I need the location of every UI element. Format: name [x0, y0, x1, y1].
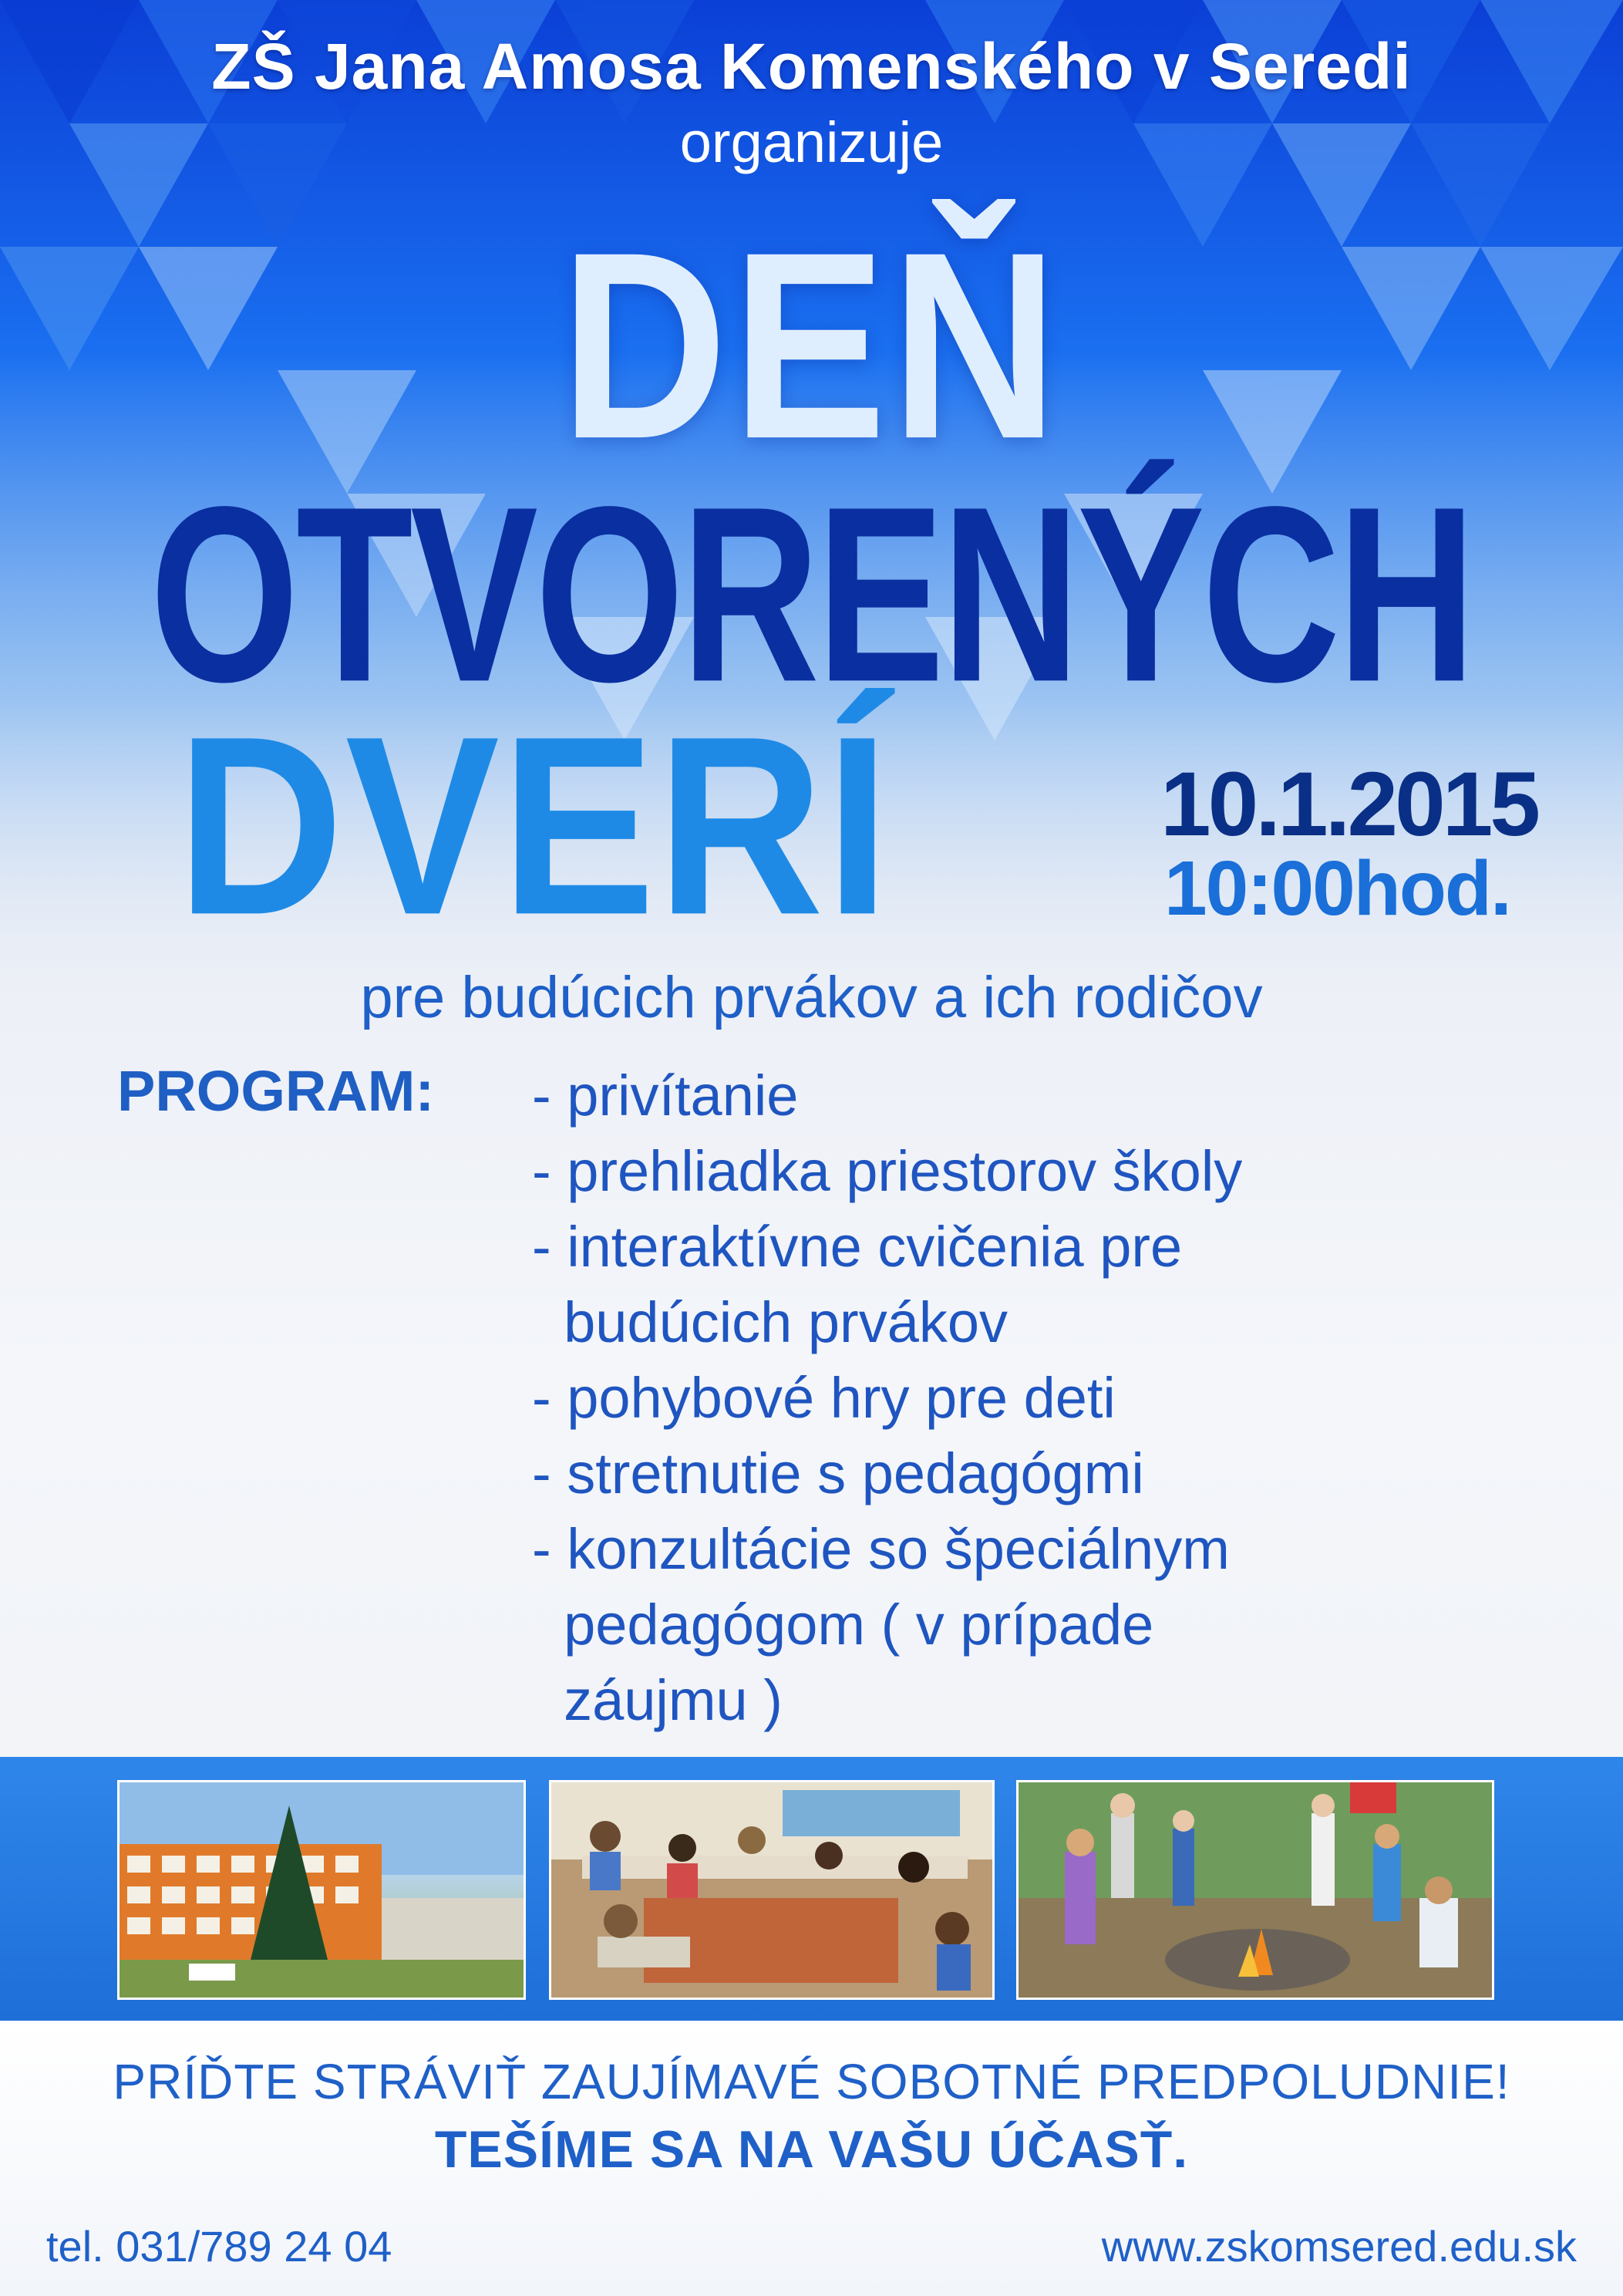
program-item: pedagógom ( v prípade: [532, 1593, 1154, 1657]
audience-text: pre budúcich prvákov a ich rodičov: [360, 965, 1263, 1030]
photo-band: [0, 1757, 1623, 2021]
program-item: - privítanie: [532, 1064, 799, 1128]
program-item: - pohybové hry pre deti: [532, 1366, 1116, 1430]
program-label: PROGRAM:: [117, 1059, 435, 1123]
program-list: [532, 1058, 1534, 1738]
event-time: 10:00hod.: [1164, 845, 1510, 932]
classroom-photo: [549, 1780, 995, 2000]
campfire-photo: [1016, 1780, 1494, 2000]
program-item: budúcich prvákov: [532, 1290, 1008, 1354]
program-item: - interaktívne cvičenia pre: [532, 1215, 1183, 1279]
event-date: 10.1.2015: [1160, 754, 1537, 855]
title-line-3: DVERÍ: [177, 683, 891, 968]
program-item: záujmu ): [532, 1668, 783, 1732]
program-item: - konzultácie so špeciálnym: [532, 1517, 1230, 1581]
program-item: - stretnutie s pedagógmi: [532, 1441, 1144, 1505]
title-line-2: OTVORENÝCH: [150, 455, 1473, 734]
invite-text: PRÍĎTE STRÁVIŤ ZAUJÍMAVÉ SOBOTNÉ PREDPOLUDNIE!: [113, 2054, 1510, 2109]
website-link[interactable]: www.zskomsered.edu.sk: [1101, 2222, 1577, 2271]
organizes-text: organizuje: [679, 110, 944, 174]
welcome-text: TEŠÍME SA NA VAŠU ÚČASŤ.: [434, 2120, 1189, 2179]
title-line-1: DEŇ: [560, 196, 1063, 494]
program-item: - prehliadka priestorov školy: [532, 1139, 1243, 1203]
school-name: ZŠ Jana Amosa Komenského v Seredi: [211, 30, 1412, 103]
school-building-photo: [117, 1780, 526, 2000]
phone-number: tel. 031/789 24 04: [46, 2222, 392, 2271]
